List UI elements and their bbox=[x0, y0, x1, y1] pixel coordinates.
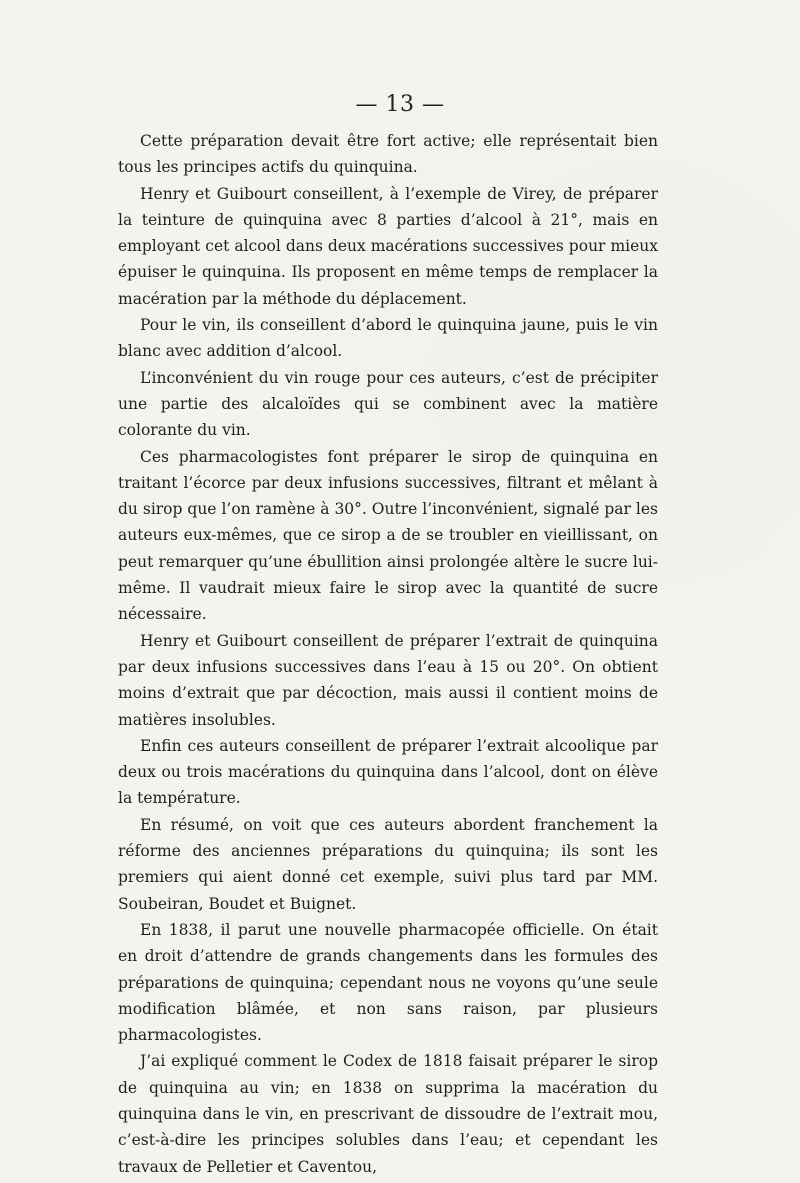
paragraph-4: L’inconvénient du vin rouge pour ces auteurs, c’est de précipiter une partie des alcaloïdes qui se combinent avec la matière colorante du vin. bbox=[118, 368, 658, 440]
paragraph-7: Enfin ces auteurs conseillent de préparer l’extrait alcoolique par deux ou trois macérations du quinquina dans l’alcool, dont on élève la température. bbox=[118, 736, 658, 808]
page-number: — 13 — bbox=[355, 92, 445, 117]
paragraph-8: En résumé, on voit que ces auteurs abordent franchement la réforme des anciennes préparations du quinquina; ils sont les premiers qui aient donné cet exemple, suivi plus tard par MM. Soubeiran, Boudet et Buignet. bbox=[118, 815, 658, 913]
paragraph-6: Henry et Guibourt conseillent de préparer l’extrait de quinquina par deux infusions successives dans l’eau à 15 ou 20°. On obtient moins d’extrait que par décoction, mais aussi il contient moins de matières insolubles. bbox=[118, 631, 658, 729]
paragraph-3: Pour le vin, ils conseillent d’abord le quinquina jaune, puis le vin blanc avec addition d’alcool. bbox=[118, 316, 658, 361]
paragraph-2: Henry et Guibourt conseillent, à l’exemple de Virey, de préparer la teinture de quinquina avec 8 parties d’alcool à 21°, mais en employant cet alcool dans deux macérations successives pour mieux épuiser le quinquina. Ils proposent en même temps de remplacer la macération par la méthode du déplacement. bbox=[118, 184, 658, 308]
paragraph-5: Ces pharmacologistes font préparer le sirop de quinquina en traitant l’écorce par deux infusions successives, filtrant et mêlant à du sirop que l’on ramène à 30°. Outre l’inconvénient, signalé par les auteurs eux-mêmes, que ce sirop a de se troubler en vieillissant, on peut remarquer qu’une ébullition ainsi prolongée altère le sucre lui-même. Il vaudrait mieux faire le sirop avec la quantité de sucre nécessaire. bbox=[118, 447, 658, 624]
paragraph-10: J’ai expliqué comment le Codex de 1818 faisait préparer le sirop de quinquina au vin; en 1838 on supprima la macération du quinquina dans le vin, en prescrivant de dissoudre de l’extrait mou, c’est-à-dire les principes solubles dans l’eau; et cependant les travaux de Pelletier et Caventou, bbox=[118, 1052, 658, 1176]
body-text bbox=[118, 128, 658, 1180]
paragraph-1: Cette préparation devait être fort active; elle représentait bien tous les principes actifs du quinquina. bbox=[118, 132, 658, 177]
paragraph-9: En 1838, il parut une nouvelle pharmacopée officielle. On était en droit d’attendre de grands changements dans les formules des préparations de quinquina; cependant nous ne voyons qu’une seule modification blâmée, et non sans raison, par plusieurs pharmacologistes. bbox=[118, 920, 658, 1045]
